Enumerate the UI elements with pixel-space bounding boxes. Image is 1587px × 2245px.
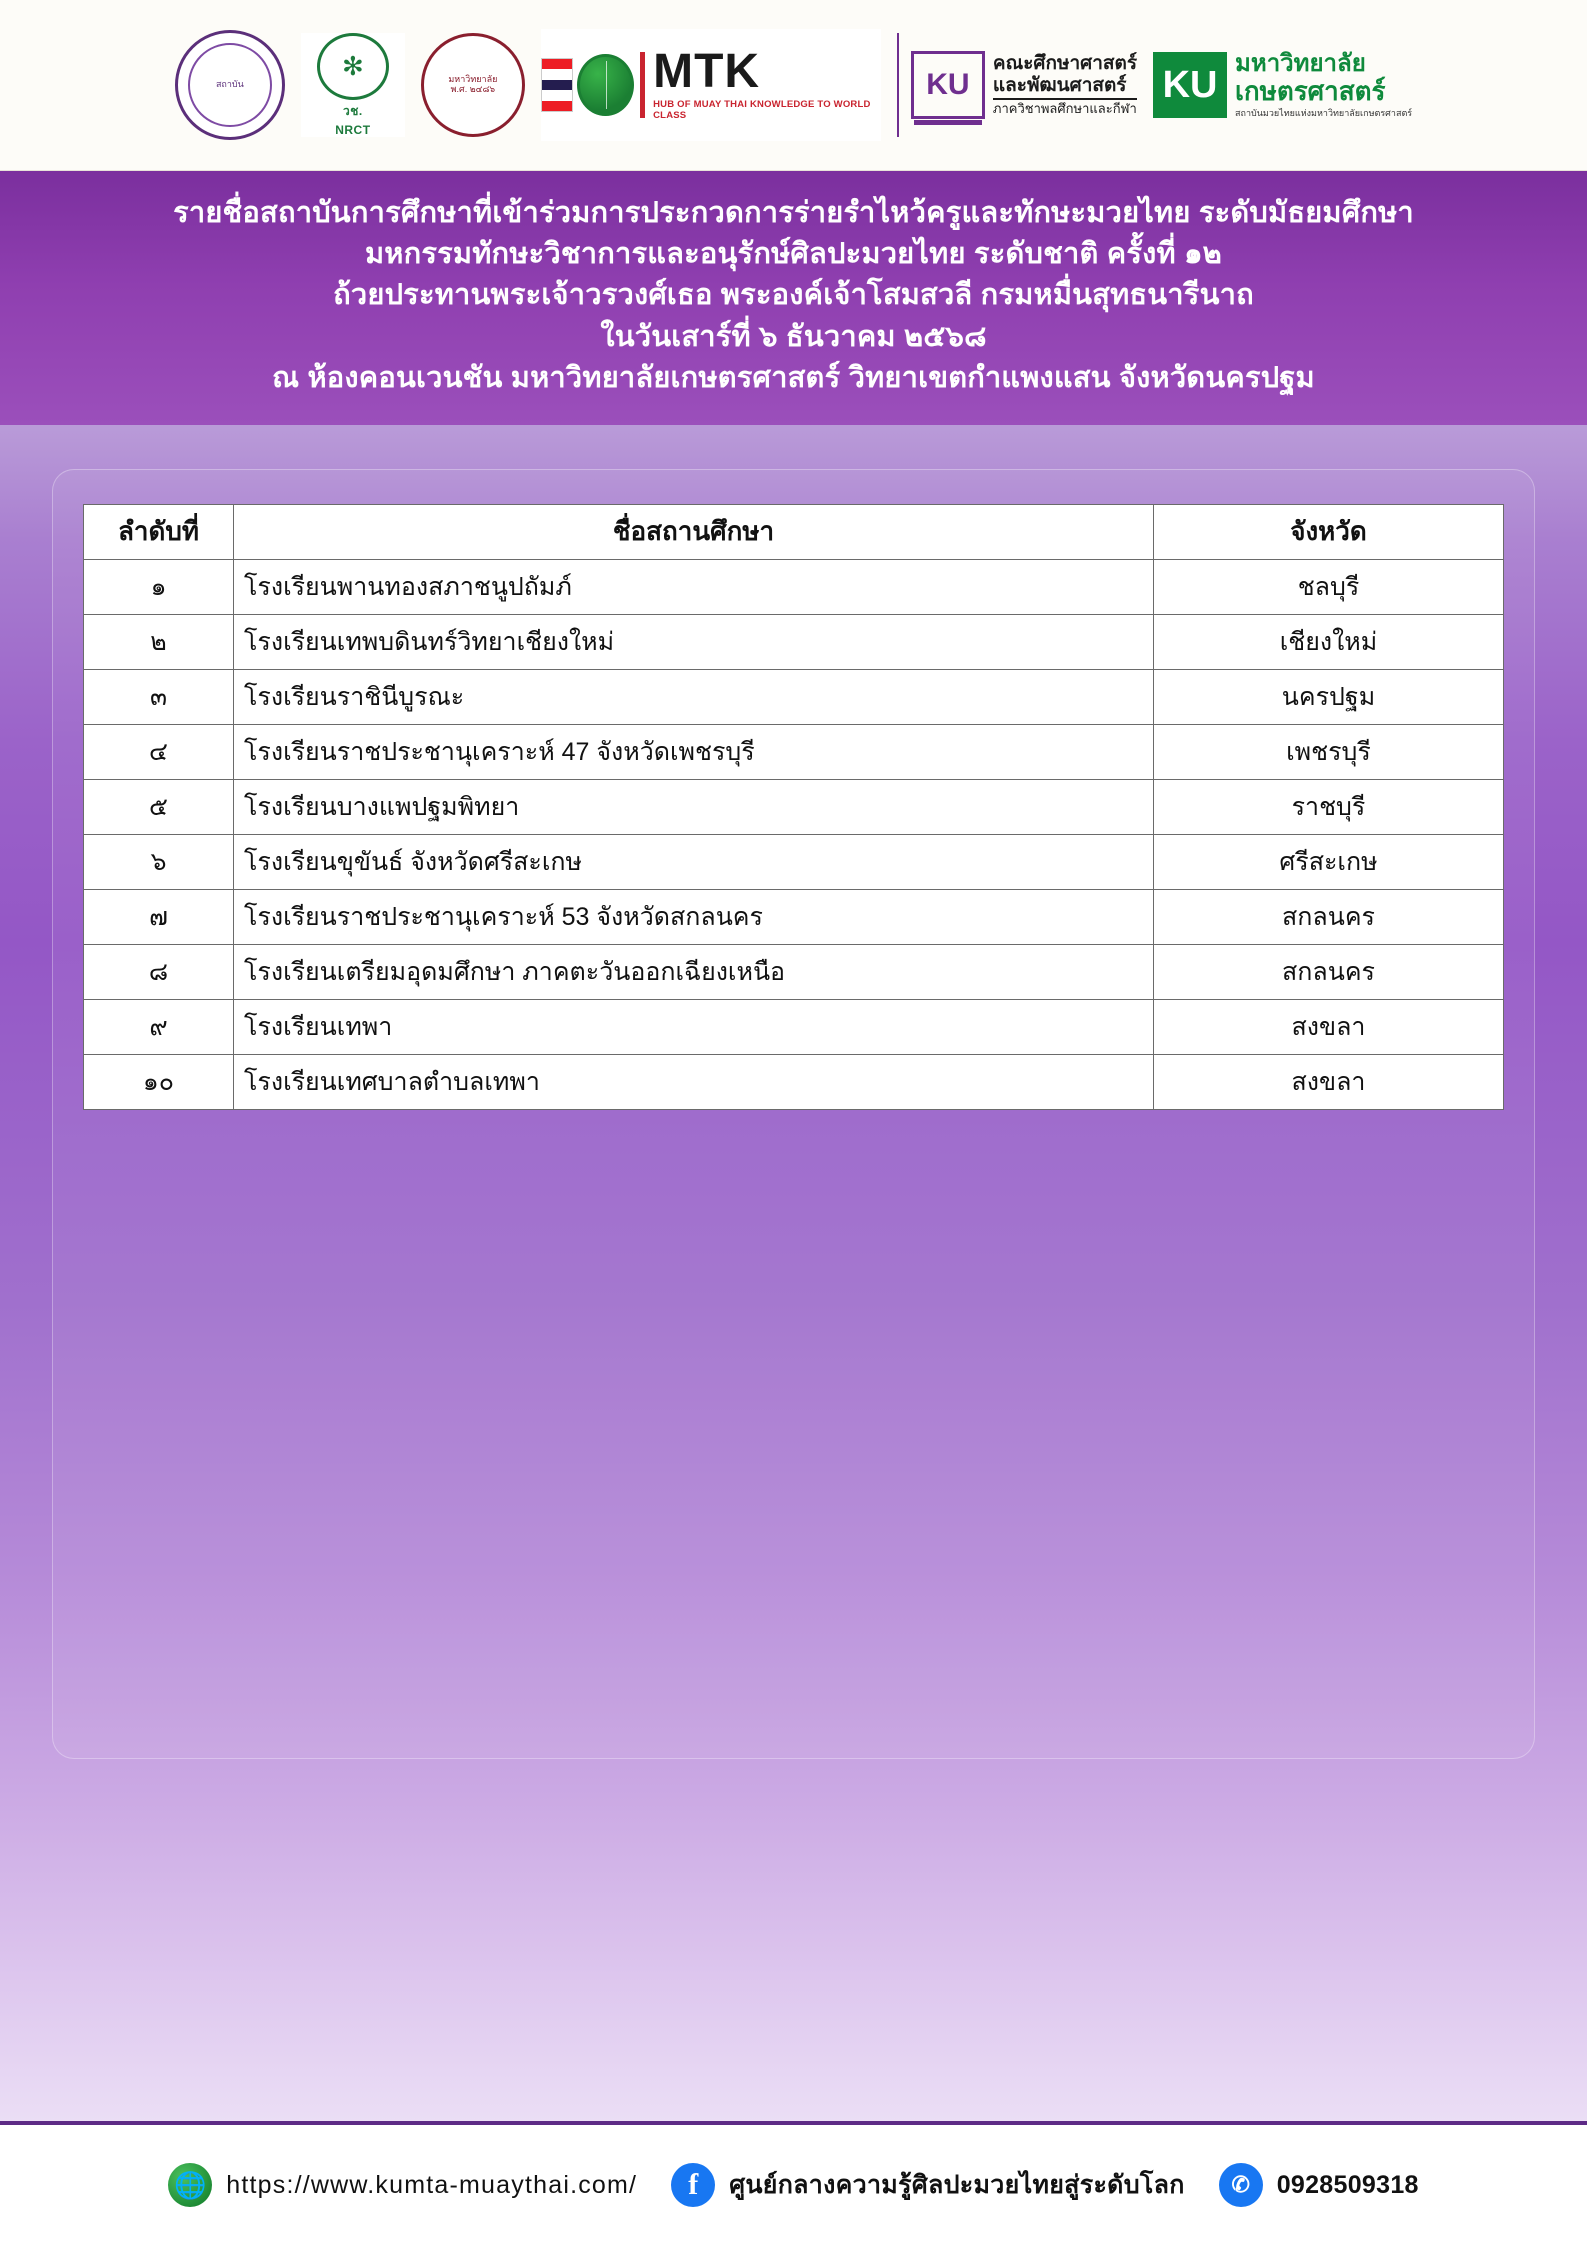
title-line-3: ถ้วยประทานพระเจ้าวรวงศ์เธอ พระองค์เจ้าโสมสวลี กรมหมื่นสุทธนารีนาถ [333,279,1254,312]
table-row [84,614,1504,669]
ku-institute-line: สถาบันมวยไทยแห่งมหาวิทยาลัยเกษตรศาสตร์ [1235,108,1413,119]
table-header-row [84,504,1504,559]
row-province: เพชรบุรี [1154,724,1504,779]
row-province: สกลนคร [1154,889,1504,944]
university-seal-year: พ.ศ. ๒๔๘๖ [450,84,496,94]
row-number: ๙ [84,999,234,1054]
ku-university-logo [1153,33,1412,137]
column-header-province: จังหวัด [1154,504,1504,559]
royal-institute-seal-logo [175,30,285,140]
table-row [84,724,1504,779]
mtk-divider [640,52,645,118]
ku-faculty-logo [897,33,1137,137]
row-province: สงขลา [1154,1054,1504,1109]
ku-green-mark-icon: KU [1153,52,1227,118]
title-line-5: ณ ห้องคอนเวนชัน มหาวิทยาลัยเกษตรศาสตร์ วิทยาเขตกำแพงแสน จังหวัดนครปฐม [272,361,1315,394]
row-province: สกลนคร [1154,944,1504,999]
row-number: ๓ [84,669,234,724]
row-school-name: โรงเรียนราชประชานุเคราะห์ 53 จังหวัดสกลนคร [234,889,1154,944]
footer-bar [0,2121,1587,2245]
table-row [84,834,1504,889]
row-province: ชลบุรี [1154,559,1504,614]
university-seal-logo [421,33,525,137]
row-school-name: โรงเรียนพานทองสภาชนูปถัมภ์ [234,559,1154,614]
table-row [84,1054,1504,1109]
row-school-name: โรงเรียนราชินีบูรณะ [234,669,1154,724]
phone-icon: ✆ [1219,2163,1263,2207]
nrct-label-th: วช. [343,104,363,118]
row-school-name: โรงเรียนเทพบดินทร์วิทยาเชียงใหม่ [234,614,1154,669]
facebook-icon: f [671,2163,715,2207]
table-row [84,559,1504,614]
column-header-no: ลำดับที่ [84,504,234,559]
faculty-name-line1: คณะศึกษาศาสตร์ [992,53,1138,75]
title-banner [0,171,1587,425]
row-number: ๘ [84,944,234,999]
row-province: เชียงใหม่ [1154,614,1504,669]
footer-phone[interactable] [1219,2163,1419,2207]
table-row [84,779,1504,834]
row-school-name: โรงเรียนเทศบาลตำบลเทพา [234,1054,1154,1109]
nrct-seal-icon: ✻ [317,33,389,100]
footer-phone-number[interactable]: 0928509318 [1276,2170,1419,2199]
table-row [84,669,1504,724]
row-province: สงขลา [1154,999,1504,1054]
column-header-school: ชื่อสถานศึกษา [234,504,1154,559]
ku-mark-icon: KU [911,51,985,119]
row-province: ราชบุรี [1154,779,1504,834]
row-school-name: โรงเรียนเตรียมอุดมศึกษา ภาคตะวันออกเฉียงเหนือ [234,944,1154,999]
globe-icon: 🌐 [168,2163,212,2207]
row-school-name: โรงเรียนราชประชานุเคราะห์ 47 จังหวัดเพชรบุรี [234,724,1154,779]
faculty-name-line2: และพัฒนศาสตร์ [992,74,1127,96]
title-line-2: มหกรรมทักษะวิชาการและอนุรักษ์ศิลปะมวยไทย ระดับชาติ ครั้งที่ ๑๒ [364,238,1223,271]
title-line-4: ในวันเสาร์ที่ ๖ ธันวาคม ๒๕๖๘ [600,320,987,353]
nrct-logo [301,33,405,137]
row-school-name: โรงเรียนบางแพปฐมพิทยา [234,779,1154,834]
row-number: ๑ [84,559,234,614]
university-seal-caption: มหาวิทยาลัย [448,74,498,85]
row-number: ๒ [84,614,234,669]
table-row [84,944,1504,999]
ku-university-line2: เกษตรศาสตร์ [1235,76,1386,107]
ku-university-line1: มหาวิทยาลัย [1235,50,1366,78]
nrct-label-en: NRCT [335,123,371,137]
participating-schools-table [83,504,1504,1110]
table-row [84,999,1504,1054]
row-number: ๖ [84,834,234,889]
globe-icon [577,54,633,116]
thai-flag-icon [541,58,574,112]
row-school-name: โรงเรียนเทพา [234,999,1154,1054]
list-card [52,469,1535,1759]
mtk-wordmark: MTK [653,45,761,99]
content-area [0,425,1587,1759]
mtk-logo [541,29,881,141]
row-province: ศรีสะเกษ [1154,834,1504,889]
table-row [84,889,1504,944]
royal-institute-seal-caption: สถาบัน [188,43,272,127]
logo-header [0,0,1587,171]
title-line-1: รายชื่อสถาบันการศึกษาที่เข้าร่วมการประกวดการร่ายรำไหว้ครูและทักษะมวยไทย ระดับมัธยมศึกษา [173,197,1414,229]
footer-facebook-name[interactable]: ศูนย์กลางความรู้ศิลปะมวยไทยสู่ระดับโลก [729,2171,1185,2199]
footer-facebook[interactable] [671,2163,1184,2207]
row-school-name: โรงเรียนขุขันธ์ จังหวัดศรีสะเกษ [234,834,1154,889]
faculty-department: ภาควิชาพลศึกษาและกีฬา [993,98,1137,117]
footer-website-url[interactable]: https://www.kumta-muaythai.com/ [226,2170,638,2199]
footer-website[interactable] [168,2163,637,2207]
row-number: ๔ [84,724,234,779]
row-province: นครปฐม [1154,669,1504,724]
row-number: ๗ [84,889,234,944]
row-number: ๕ [84,779,234,834]
mtk-tagline: HUB OF MUAY THAI KNOWLEDGE TO WORLD CLASS [653,98,871,121]
royal-institute-seal-icon [175,30,285,140]
table-body [84,559,1504,1109]
row-number: ๑๐ [84,1054,234,1109]
